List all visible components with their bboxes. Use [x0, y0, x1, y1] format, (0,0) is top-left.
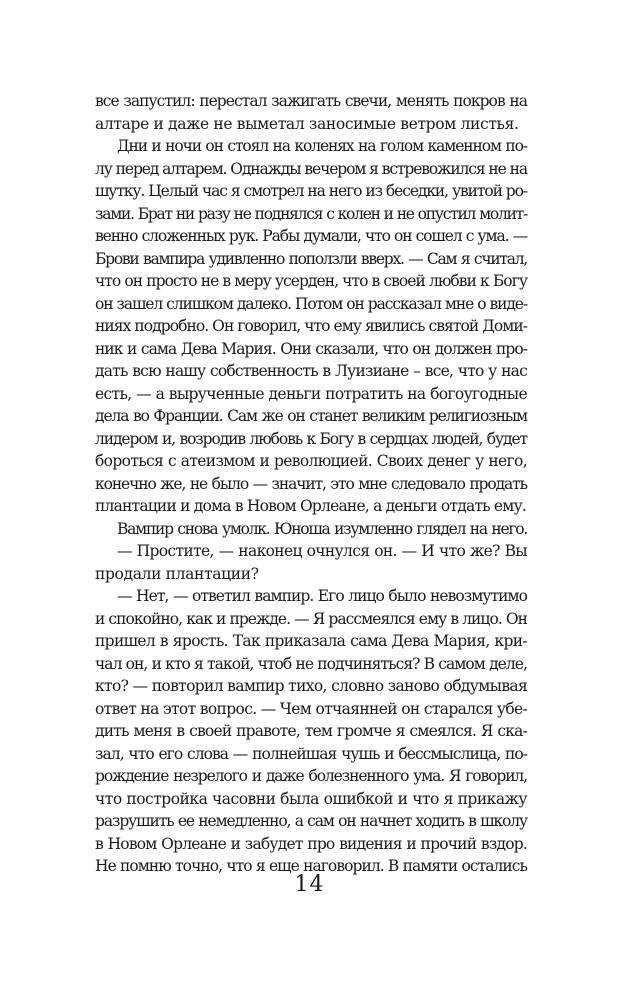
- text-line: Дни и ночи он стоял на коленях на голом каменном по-: [117, 137, 527, 155]
- text-line: бороться с атеизмом и революцией. Своих денег у него,: [95, 452, 527, 470]
- text-line: кто? — повторил вампир тихо, словно заново обдумывая: [95, 677, 528, 695]
- text-line: он зашел слишком далеко. Потом он рассказал мне о виде-: [95, 294, 527, 313]
- text-line: пришел в ярость. Так приказала сама Дева Мария, кри-: [95, 632, 527, 650]
- text-line: Не помню точно, что я еще наговорил. В памяти остались: [95, 857, 527, 875]
- text-line: Брови вампира удивленно поползли вверх. — Сам я считал,: [95, 249, 527, 268]
- text-line: ответ на этот вопрос. — Чем отчаянней он старался убе-: [95, 699, 528, 718]
- text-line: все запустил: перестал зажигать свечи, менять покров на: [95, 92, 527, 110]
- text-line: — Простите, — наконец очнулся он. — И что же? Вы: [117, 542, 527, 560]
- text-line: конечно же, не было — значит, это мне следовало продать: [95, 474, 527, 493]
- text-line: дела во Франции. Сам же он станет великим религиозным: [95, 407, 527, 425]
- text-line: зал, что его слова — полнейшая чушь и бессмыслица, по-: [95, 744, 527, 763]
- text-line: чал он, и кто я такой, чтоб не подчиняться? В самом деле,: [95, 654, 527, 673]
- text-line: ниях подробно. Он говорил, что ему явились святой Доми-: [95, 317, 527, 335]
- text-line: алтаре и даже не выметал заносимые ветром листья.: [95, 114, 519, 133]
- text-line: продали плантации?: [95, 564, 259, 583]
- text-line: ник и сама Дева Мария. Они сказали, что он должен про-: [95, 339, 527, 358]
- text-line: дать всю нашу собственность в Луизиане – все, что у нас: [95, 362, 527, 380]
- text-line: Вампир снова умолк. Юноша изумленно глядел на него.: [117, 519, 527, 538]
- text-line: — Нет, — ответил вампир. Его лицо было невозмутимо: [117, 587, 527, 605]
- text-line: разрушить ее немедленно, а сам он начнет ходить в школу: [95, 812, 527, 830]
- text-line: есть, — а вырученные деньги потратить на богоугодные: [95, 384, 527, 403]
- text-line: венно сложенных рук. Рабы думали, что он сошел с ума. —: [95, 227, 527, 245]
- text-line: что он просто не в меру усерден, что в своей любви к Богу: [95, 272, 527, 290]
- text-line: плантации и дома в Новом Орлеане, а деньги отдать ему.: [95, 497, 527, 515]
- text-line: дить меня в своей правоте, тем громче я смеялся. Я ска-: [95, 722, 527, 740]
- text-line: в Новом Орлеане и забудет про видения и прочий вздор.: [95, 834, 527, 853]
- text-line: лу перед алтарем. Однажды вечером я встревожился не на: [95, 159, 527, 178]
- page-number: 14: [294, 872, 325, 897]
- text-line: зами. Брат ни разу не поднялся с колен и не опустил молит-: [95, 204, 527, 223]
- text-line: что постройка часовни была ошибкой и что я прикажу: [95, 789, 527, 808]
- text-line: и спокойно, как и прежде. — Я рассмеялся ему в лицо. Он: [95, 609, 527, 628]
- text-line: рождение незрелого и даже болезненного ума. Я говорил,: [95, 767, 527, 785]
- text-line: шутку. Целый час я смотрел на него из беседки, увитой ро-: [95, 182, 527, 200]
- text-line: лидером и, возродив любовь к Богу в сердцах людей, будет: [95, 429, 527, 448]
- body-text: [95, 90, 527, 878]
